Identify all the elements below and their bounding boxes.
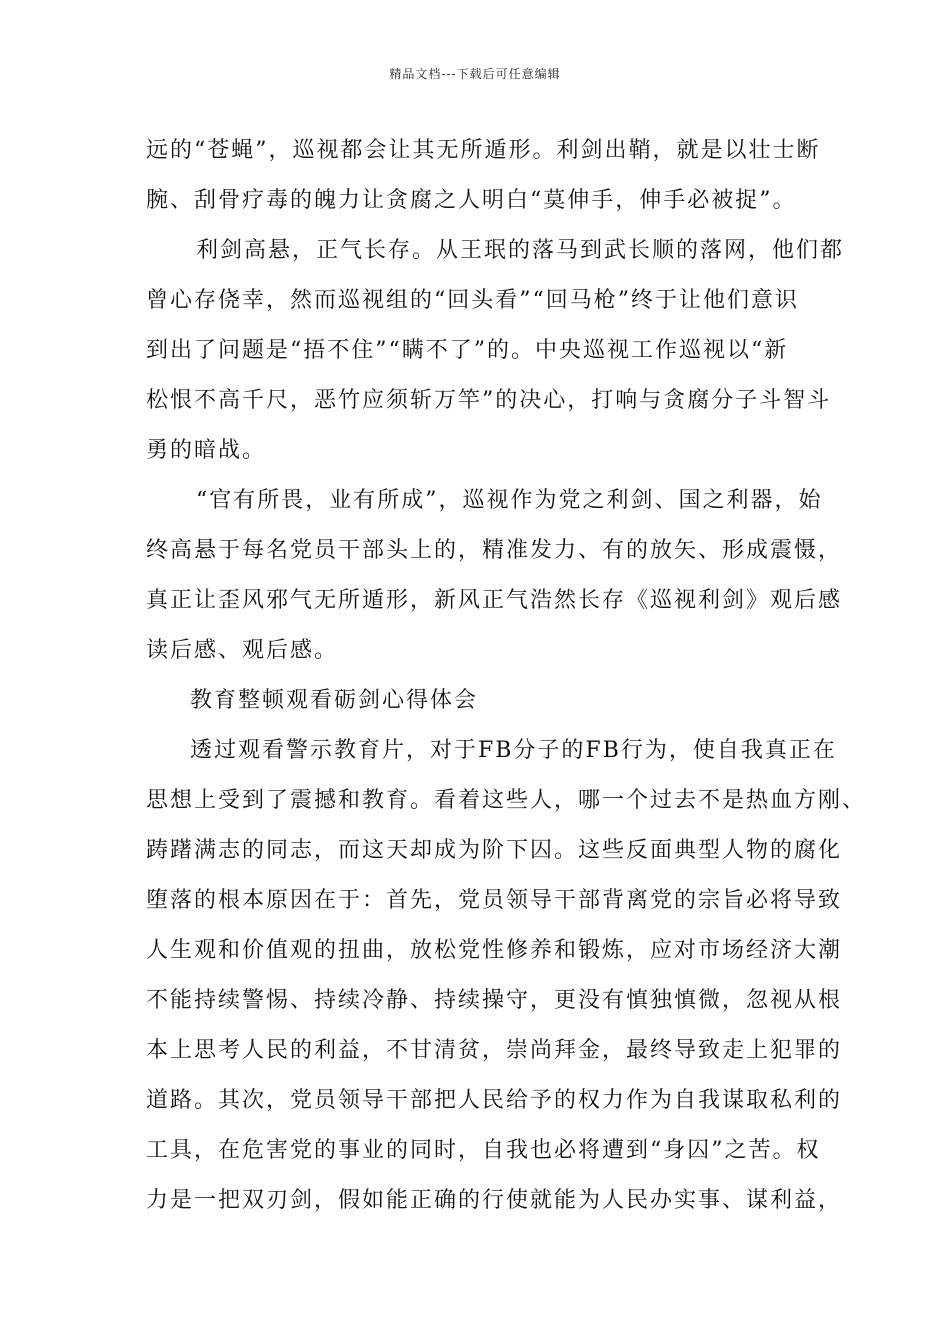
paragraph-line: 真正让歪风邪气无所遁形，新风正气浩然长存《巡视利剑》观后感	[146, 588, 843, 613]
paragraph-line: 不能持续警惕、持续冷静、持续操守，更没有慎独慎微，忽视从根	[146, 988, 843, 1013]
paragraph-line: 松恨不高千尺，恶竹应须斩万竿”的决心，打响与贪腐分子斗智斗	[146, 388, 832, 413]
paragraph-line: 本上思考人民的利益，不甘清贫，崇尚拜金，最终导致走上犯罪的	[146, 1038, 843, 1063]
paragraph-line: 人生观和价值观的扭曲，放松党性修养和锻炼，应对市场经济大潮	[146, 938, 843, 963]
paragraph-line: 利剑高悬，正气长存。从王珉的落马到武长顺的落网，他们都	[196, 238, 845, 263]
paragraph-line: 道路。其次，党员领导干部把人民给予的权力作为自我谋取私利的	[146, 1088, 843, 1113]
paragraph-line: 读后感、观后感。	[146, 638, 339, 663]
section-heading: 教育整顿观看砺剑心得体会	[190, 688, 479, 713]
paragraph-line: 曾心存侥幸，然而巡视组的“回头看”“回马枪”终于让他们意识	[146, 288, 799, 313]
paragraph-line: 勇的暗战。	[146, 438, 267, 463]
paragraph-line: 远的“苍蝇”，巡视都会让其无所遁形。利剑出鞘，就是以壮士断	[146, 138, 821, 163]
paragraph-line: 力是一把双刃剑，假如能正确的行使就能为人民办实事、谋利益，	[146, 1188, 843, 1213]
page-header: 精品文档---下载后可任意编辑	[389, 67, 561, 81]
paragraph-line: 思想上受到了震撼和教育。看着这些人，哪一个过去不是热血方刚、	[146, 788, 867, 813]
paragraph-line: 踌躇满志的同志，而这天却成为阶下囚。这些反面典型人物的腐化	[146, 838, 843, 863]
paragraph-line: 工具，在危害党的事业的同时，自我也必将遭到“身囚”之苦。权	[146, 1138, 821, 1163]
paragraph-line: 腕、刮骨疗毒的魄力让贪腐之人明白“莫伸手，伸手必被捉”。	[146, 188, 797, 213]
paragraph-line: 堕落的根本原因在于：首先，党员领导干部背离党的宗旨必将导致	[146, 888, 843, 913]
paragraph-line: 终高悬于每名党员干部头上的，精准发力、有的放矢、形成震慑，	[146, 538, 843, 563]
paragraph-line: 透过观看警示教育片，对于FB分子的FB行为，使自我真正在	[190, 738, 837, 763]
paragraph-line: “官有所畏，业有所成”，巡视作为党之利剑、国之利器，始	[196, 488, 823, 513]
paragraph-line: 到出了问题是“捂不住”“瞒不了”的。中央巡视工作巡视以“新	[146, 338, 789, 363]
